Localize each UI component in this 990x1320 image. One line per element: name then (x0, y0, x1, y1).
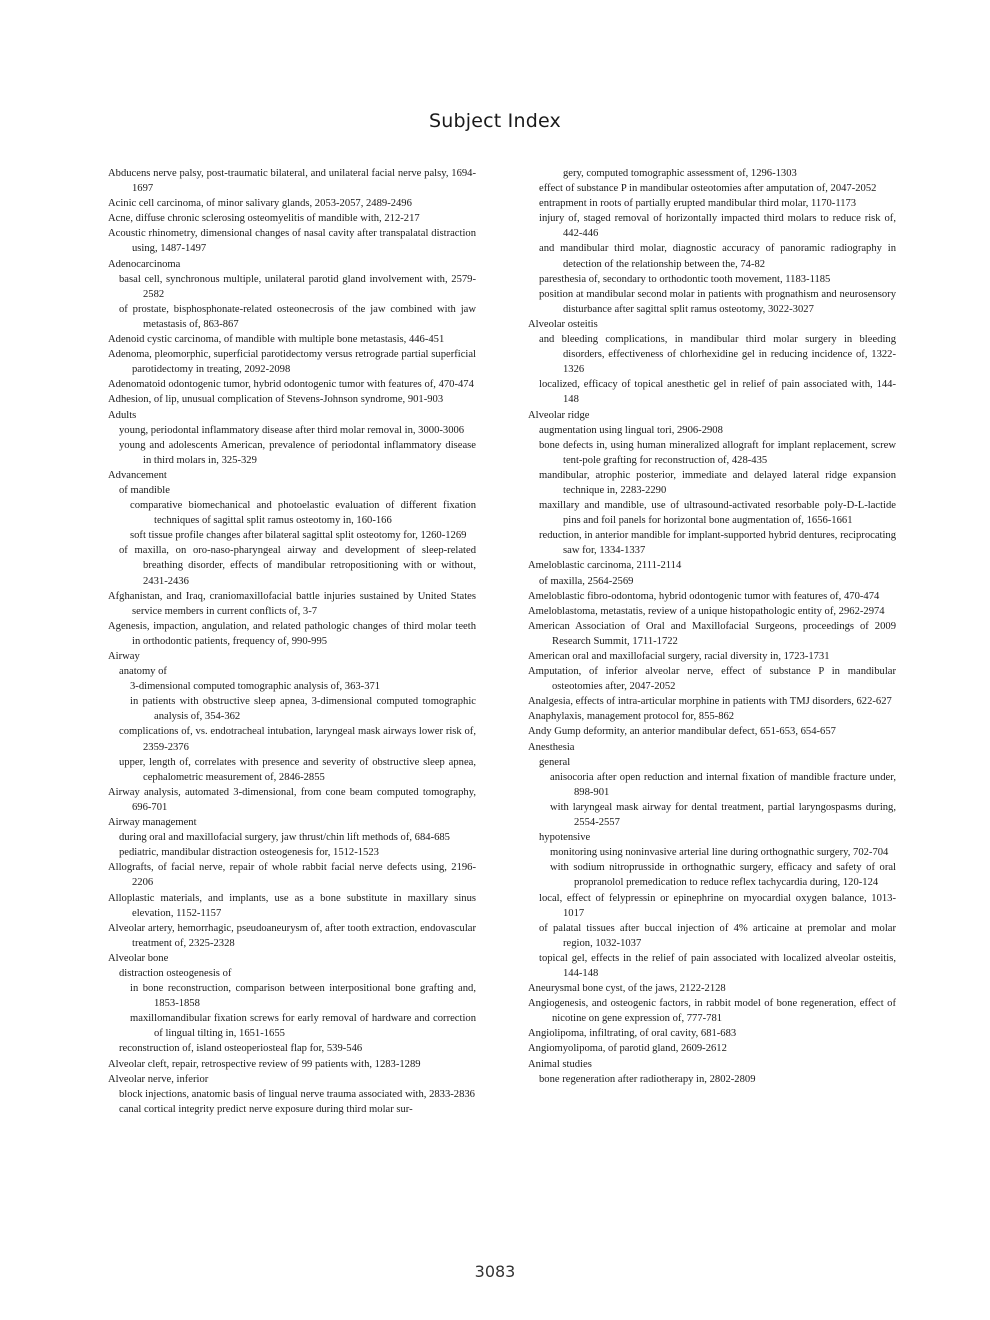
index-entry: Acoustic rhinometry, dimensional changes of nasal cavity after transpalatal distraction using, 1487-1497 (108, 228, 476, 255)
index-entry: comparative biomechanical and photoelastic evaluation of different fixation techniques of sagittal split ramus osteotomy in, 160-166 (130, 500, 476, 527)
index-entry: pediatric, mandibular distraction osteogenesis for, 1512-1523 (119, 847, 379, 859)
index-entry: Alveolar nerve, inferior (108, 1073, 209, 1085)
index-entry: Alveolar osteitis (528, 318, 598, 330)
index-entry: and bleeding complications, in mandibular third molar surgery in bleeding disorders, effectiveness of chlorhexidine gel in reducing incidence of, 1322-1326 (539, 334, 896, 376)
index-entry: young, periodontal inflammatory disease after third molar removal in, 3000-3006 (119, 424, 465, 436)
index-entry: distraction osteogenesis of (119, 967, 232, 979)
index-entry: in patients with obstructive sleep apnea, 3-dimensional computed tomographic analysis of, 354-362 (130, 696, 476, 723)
index-entry: topical gel, effects in the relief of pain associated with localized alveolar osteitis, 144-148 (539, 952, 896, 979)
index-entry: Angiogenesis, and osteogenic factors, in rabbit model of bone regeneration, effect of nicotine on gene expression of, 777-781 (528, 998, 896, 1025)
index-entry: Animal studies (528, 1058, 592, 1070)
index-entry: Adenoma, pleomorphic, superficial parotidectomy versus retrograde partial superficial parotidectomy in treating, 2092-2098 (108, 349, 476, 376)
index-entry: Amputation, of inferior alveolar nerve, effect of substance P in mandibular osteotomies after, 2047-2052 (528, 666, 896, 693)
index-column-right (528, 166, 896, 1087)
index-entry: basal cell, synchronous multiple, unilateral parotid gland involvement with, 2579-2582 (119, 273, 476, 300)
index-entry: maxillary and mandible, use of ultrasound-activated resorbable poly-D-L-lactide pins and foil panels for horizontal bone augmentation of, 1656-1661 (539, 500, 896, 527)
index-entry: Advancement (108, 469, 167, 481)
index-entry: effect of substance P in mandibular osteotomies after amputation of, 2047-2052 (539, 183, 877, 195)
index-entry: anatomy of (119, 666, 167, 678)
index-entry: augmentation using lingual tori, 2906-2908 (539, 424, 723, 436)
index-entry: Adenocarcinoma (108, 258, 181, 270)
index-entry: of maxilla, on oro-naso-pharyngeal airway and development of sleep-related breathing disorder, effects of mandibular retropositioning with or without, 2431-2436 (119, 545, 476, 587)
index-entry: in bone reconstruction, comparison between interpositional bone grafting and, 1853-1858 (130, 983, 476, 1010)
index-entry: Acne, diffuse chronic sclerosing osteomyelitis of mandible with, 212-217 (108, 213, 420, 225)
index-entry: Adenomatoid odontogenic tumor, hybrid odontogenic tumor with features of, 470-474 (108, 379, 474, 391)
index-entry: soft tissue profile changes after bilateral sagittal split osteotomy for, 1260-1269 (130, 530, 467, 542)
index-entry: during oral and maxillofacial surgery, jaw thrust/chin lift methods of, 684-685 (119, 832, 450, 844)
index-entry: Anaphylaxis, management protocol for, 855-862 (528, 711, 735, 723)
index-entry: of prostate, bisphosphonate-related osteonecrosis of the jaw combined with jaw metastasis of, 863-867 (119, 303, 476, 330)
index-entry: Adults (108, 409, 137, 421)
index-entry: general (539, 756, 571, 768)
index-entry: Airway management (108, 817, 197, 829)
index-entry: maxillomandibular fixation screws for early removal of hardware and correction of lingual tilting in, 1651-1655 (130, 1013, 476, 1040)
index-entry: paresthesia of, secondary to orthodontic tooth movement, 1183-1185 (539, 273, 831, 285)
index-entry: Agenesis, impaction, angulation, and related pathologic changes of third molar teeth in orthodontic patients, frequency of, 990-995 (108, 620, 476, 647)
index-entry: American oral and maxillofacial surgery, racial diversity in, 1723-1731 (528, 651, 830, 662)
index-entry: hypotensive (539, 832, 591, 844)
index-entry: local, effect of felypressin or epinephrine on myocardial oxygen balance, 1013-1017 (539, 892, 896, 919)
index-entry: Allografts, of facial nerve, repair of whole rabbit facial nerve defects using, 2196-2206 (108, 862, 476, 889)
index-entry: Alveolar cleft, repair, retrospective review of 99 patients with, 1283-1289 (108, 1058, 421, 1070)
index-entry: Acinic cell carcinoma, of minor salivary glands, 2053-2057, 2489-2496 (108, 198, 412, 210)
index-entry: Andy Gump deformity, an anterior mandibular defect, 651-653, 654-657 (528, 726, 836, 738)
index-entry: Airway (108, 651, 140, 662)
index-entry: anisocoria after open reduction and internal fixation of mandible fracture under, 898-901 (550, 771, 896, 798)
index-entry: reconstruction of, island osteoperiosteal flap for, 539-546 (119, 1043, 363, 1055)
index-entry: of palatal tissues after buccal injection of 4% articaine at premolar and molar region, 1032-1037 (539, 922, 896, 949)
index-entry: entrapment in roots of partially erupted mandibular third molar, 1170-1173 (539, 198, 857, 210)
index-entry: Alveolar ridge (528, 409, 590, 421)
index-entry: Alloplastic materials, and implants, use as a bone substitute in maxillary sinus elevation, 1152-1157 (108, 892, 476, 919)
index-entry: Aneurysmal bone cyst, of the jaws, 2122-2128 (528, 983, 726, 995)
index-entry: gery, computed tomographic assessment of, 1296-1303 (563, 168, 797, 179)
index-entry: Ameloblastoma, metastatis, review of a unique histopathologic entity of, 2962-2974 (528, 605, 885, 617)
index-entry: Adhesion, of lip, unusual complication of Stevens-Johnson syndrome, 901-903 (108, 394, 444, 406)
index-entry: complications of, vs. endotracheal intubation, laryngeal mask airways lower risk of, 2359-2376 (119, 726, 476, 753)
index-entry: canal cortical integrity predict nerve exposure during third molar sur- (119, 1103, 413, 1115)
index-entry: and mandibular third molar, diagnostic accuracy of panoramic radiography in detection of the relationship between the, 74-82 (539, 243, 896, 270)
index-entry: Alveolar artery, hemorrhagic, pseudoaneurysm of, after tooth extraction, endovascular treatment of, 2325-2328 (108, 922, 476, 949)
index-entry: localized, efficacy of topical anesthetic gel in relief of pain associated with, 144-148 (539, 379, 896, 406)
index-entry: Angiomyolipoma, of parotid gland, 2609-2612 (528, 1043, 727, 1055)
index-entry: of maxilla, 2564-2569 (539, 575, 634, 587)
index-entry: Alveolar bone (108, 952, 169, 964)
index-entry: monitoring using noninvasive arterial line during orthognathic surgery, 702-704 (550, 847, 889, 859)
index-column-left (108, 166, 476, 1117)
index-entry: bone regeneration after radiotherapy in, 2802-2809 (539, 1073, 756, 1085)
index-entry: Ameloblastic carcinoma, 2111-2114 (528, 560, 682, 572)
index-entry: with laryngeal mask airway for dental treatment, partial laryngospasms during, 2554-2557 (550, 801, 896, 829)
index-entry: with sodium nitroprusside in orthognathic surgery, efficacy and safety of oral propranolol premedication to reduce reflex tachycardia during, 120-124 (550, 862, 896, 889)
index-entry: of mandible (119, 484, 170, 496)
index-entry: Afghanistan, and Iraq, craniomaxillofacial battle injuries sustained by United States service members in current conflicts of, 3-7 (108, 590, 476, 617)
index-entry: position at mandibular second molar in patients with prognathism and neurosensory disturbance after sagittal split ramus osteotomy, 3022-3027 (539, 288, 896, 315)
index-entry: upper, length of, correlates with presence and severity of obstructive sleep apnea, cephalometric measurement of, 2846-2855 (119, 756, 476, 783)
index-entry: block injections, anatomic basis of lingual nerve trauma associated with, 2833-2836 (119, 1088, 475, 1100)
index-entry: mandibular, atrophic posterior, immediate and delayed lateral ridge expansion technique in, 2283-2290 (539, 469, 896, 496)
page-number: 3083 (474, 1262, 516, 1281)
index-entry: Ameloblastic fibro-odontoma, hybrid odontogenic tumor with features of, 470-474 (528, 590, 880, 602)
index-entry: Adenoid cystic carcinoma, of mandible with multiple bone metastasis, 446-451 (108, 334, 445, 346)
index-entry: American Association of Oral and Maxillofacial Surgeons, proceedings of 2009 Research Summit, 1711-1722 (528, 620, 896, 647)
index-entry: injury of, staged removal of horizontally impacted third molars to reduce risk of, 442-446 (539, 213, 896, 240)
page-title: Subject Index (429, 110, 561, 132)
index-entry: Anesthesia (528, 741, 575, 753)
index-entry: reduction, in anterior mandible for implant-supported hybrid dentures, reciprocating saw for, 1334-1337 (539, 530, 896, 557)
index-entry: 3-dimensional computed tomographic analysis of, 363-371 (130, 681, 381, 693)
index-entry: Analgesia, effects of intra-articular morphine in patients with TMJ disorders, 622-627 (528, 696, 892, 708)
index-entry: Abducens nerve palsy, post-traumatic bilateral, and unilateral facial nerve palsy, 1694-1697 (108, 168, 476, 195)
index-entry: Angiolipoma, infiltrating, of oral cavity, 681-683 (528, 1028, 737, 1040)
index-entry: bone defects in, using human mineralized allograft for implant replacement, screw tent-pole grafting for reconstruction of, 428-435 (539, 439, 896, 466)
index-entry: young and adolescents American, prevalence of periodontal inflammatory disease in third molars in, 325-329 (119, 439, 476, 466)
index-entry: Airway analysis, automated 3-dimensional, from cone beam computed tomography, 696-701 (108, 786, 476, 813)
